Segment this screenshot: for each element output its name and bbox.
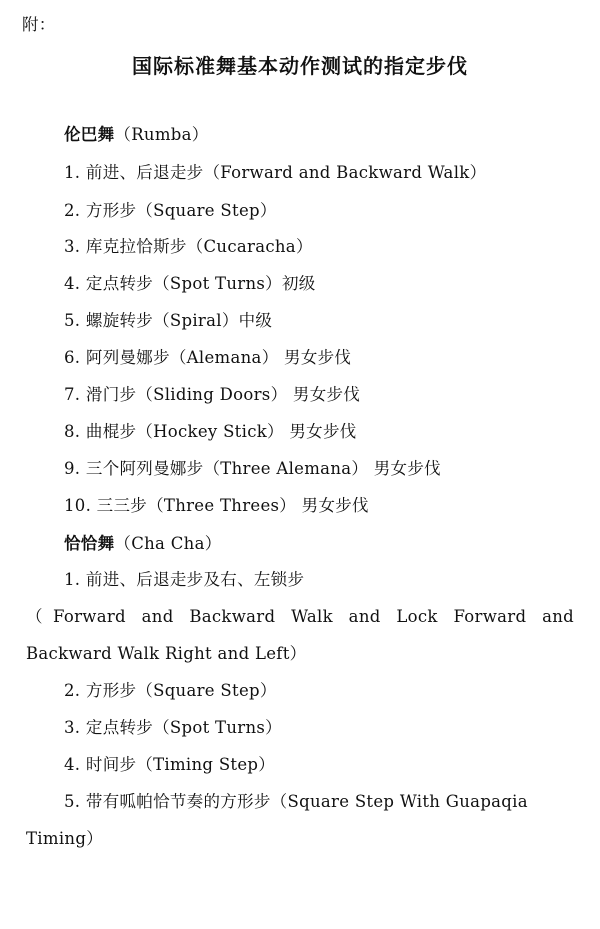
list-item: 9. 三个阿列曼娜步（Three Alemana） 男女步伐 [64,459,441,478]
list-item: 1. 前进、后退走步（Forward and Backward Walk） [64,163,487,182]
list-item: 5. 带有呱帕恰节奏的方形步（Square Step With Guapaqia [64,792,528,811]
rumba-heading-en: （Rumba） [114,125,209,144]
list-item-continuation: Backward Walk Right and Left） [26,644,307,663]
list-item: 2. 方形步（Square Step） [64,201,277,220]
list-item-continuation: （Forward and Backward Walk and Lock Forward and [26,607,574,626]
list-item: 5. 螺旋转步（Spiral）中级 [64,311,273,330]
list-item: 3. 库克拉恰斯步（Cucaracha） [64,237,313,256]
list-item: 2. 方形步（Square Step） [64,681,277,700]
chacha-heading-en: （Cha Cha） [114,534,222,553]
list-item: 8. 曲棍步（Hockey Stick） 男女步伐 [64,422,357,441]
rumba-heading-cn: 伦巴舞 [64,125,115,144]
section-heading-chacha [64,533,222,555]
list-item: 6. 阿列曼娜步（Alemana） 男女步伐 [64,348,352,367]
section-heading-rumba [64,124,209,146]
list-item: 4. 时间步（Timing Step） [64,755,276,774]
document-title: 国际标准舞基本动作测试的指定步伐 [132,54,468,78]
list-item: 7. 滑门步（Sliding Doors） 男女步伐 [64,385,361,404]
list-item: 3. 定点转步（Spot Turns） [64,718,282,737]
list-item: 4. 定点转步（Spot Turns）初级 [64,274,316,293]
list-item-continuation: Timing） [26,829,103,848]
appendix-label: 附： [22,15,56,34]
list-item: 10. 三三步（Three Threes） 男女步伐 [64,496,369,515]
chacha-heading-cn: 恰恰舞 [64,534,115,553]
list-item: 1. 前进、后退走步及右、左锁步 [64,570,305,589]
